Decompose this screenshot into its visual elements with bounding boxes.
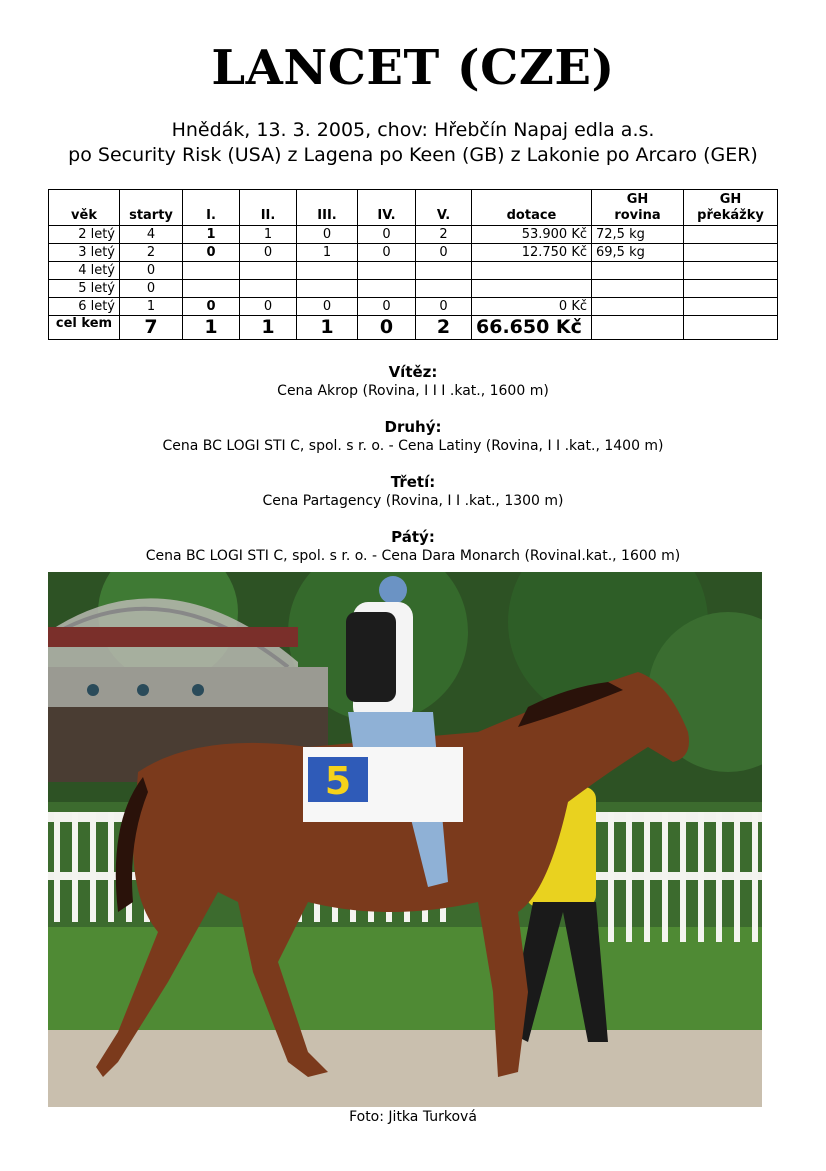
cell-total-prize-money: 66.650 Kč: [472, 316, 592, 340]
horse-name-title: LANCET (CZE): [211, 40, 615, 96]
cell-fourth: 0: [358, 244, 416, 262]
result-race: Cena BC LOGI STI C, spol. s r. o. - Cena Latiny (Rovina, I I .kat., 1400 m): [162, 438, 664, 454]
result-heading: Druhý:: [384, 418, 442, 436]
cell-total-gh-flat: [592, 316, 684, 340]
cell-prize-money: 53.900 Kč: [472, 226, 592, 244]
col-header-starts: starty: [120, 190, 183, 226]
result-block-winner: [0, 362, 826, 401]
table-row: [49, 280, 778, 298]
cell-fifth: 0: [416, 244, 472, 262]
cell-second: 0: [240, 244, 297, 262]
cell-gh-jumps: [684, 226, 778, 244]
cell-first: 0: [183, 298, 240, 316]
horse-photo: [48, 572, 762, 1107]
cell-second: [240, 262, 297, 280]
cell-prize-money: [472, 262, 592, 280]
cell-second: [240, 280, 297, 298]
cell-age: 2 letý: [49, 226, 120, 244]
table-row: [49, 262, 778, 280]
table-row: [49, 244, 778, 262]
cell-gh-flat: 69,5 kg: [592, 244, 684, 262]
result-heading: Pátý:: [391, 528, 435, 546]
cell-total-third: 1: [297, 316, 358, 340]
cell-third: 0: [297, 226, 358, 244]
col-header-gh-jumps-line2: překážky: [697, 208, 764, 223]
cell-first: 0: [183, 244, 240, 262]
cell-gh-jumps: [684, 244, 778, 262]
col-header-first: I.: [183, 190, 240, 226]
cell-fourth: [358, 280, 416, 298]
result-block-second: [0, 417, 826, 456]
cell-fifth: [416, 280, 472, 298]
cell-gh-jumps: [684, 298, 778, 316]
cell-third: [297, 262, 358, 280]
cell-prize-money: [472, 280, 592, 298]
result-block-third: [0, 472, 826, 511]
result-heading: Vítěz:: [388, 363, 438, 381]
cell-gh-flat: [592, 298, 684, 316]
cell-gh-jumps: [684, 262, 778, 280]
col-header-gh-flat: [592, 190, 684, 226]
cell-second: 1: [240, 226, 297, 244]
cell-prize-money: 12.750 Kč: [472, 244, 592, 262]
result-race: Cena Akrop (Rovina, I I I .kat., 1600 m): [277, 383, 549, 399]
cell-third: 0: [297, 298, 358, 316]
col-header-gh-jumps: [684, 190, 778, 226]
saddle-cloth-number: 5: [324, 759, 352, 803]
col-header-second: II.: [240, 190, 297, 226]
col-header-third: III.: [297, 190, 358, 226]
cell-starts: 0: [120, 280, 183, 298]
cell-first: [183, 280, 240, 298]
cell-fourth: [358, 262, 416, 280]
cell-total-fifth: 2: [416, 316, 472, 340]
col-header-fourth: IV.: [358, 190, 416, 226]
cell-starts: 1: [120, 298, 183, 316]
cell-first: 1: [183, 226, 240, 244]
cell-third: 1: [297, 244, 358, 262]
col-header-gh-flat-line2: rovina: [614, 208, 661, 223]
cell-gh-flat: 72,5 kg: [592, 226, 684, 244]
col-header-prize-money: dotace: [472, 190, 592, 226]
cell-age: 6 letý: [49, 298, 120, 316]
horse-details-line: Hnědák, 13. 3. 2005, chov: Hřebčín Napaj edla a.s.: [171, 119, 655, 141]
cell-total-first: 1: [183, 316, 240, 340]
cell-age: 4 letý: [49, 262, 120, 280]
cell-starts: 2: [120, 244, 183, 262]
pedigree-line: po Security Risk (USA) z Lagena po Keen (GB) z Lakonie po Arcaro (GER): [68, 144, 758, 166]
cell-age: 5 letý: [49, 280, 120, 298]
cell-total-second: 1: [240, 316, 297, 340]
cell-total-gh-jumps: [684, 316, 778, 340]
race-statistics-table: [48, 189, 778, 340]
photo-credit: Foto: Jitka Turková: [349, 1109, 477, 1125]
result-heading: Třetí:: [390, 473, 436, 491]
col-header-age: věk: [49, 190, 120, 226]
table-row: [49, 298, 778, 316]
table-total-row: [49, 316, 778, 340]
cell-gh-flat: [592, 280, 684, 298]
cell-starts: 0: [120, 262, 183, 280]
cell-total-fourth: 0: [358, 316, 416, 340]
cell-total-starts: 7: [120, 316, 183, 340]
cell-prize-money: 0 Kč: [472, 298, 592, 316]
result-race: Cena BC LOGI STI C, spol. s r. o. - Cena Dara Monarch (RovinaI.kat., 1600 m): [145, 548, 681, 564]
cell-total-label: cel kem: [49, 316, 120, 340]
col-header-gh-jumps-line1: GH: [719, 192, 742, 207]
col-header-gh-flat-line1: GH: [626, 192, 649, 207]
col-header-fifth: V.: [416, 190, 472, 226]
result-block-fifth: [0, 527, 826, 566]
cell-fourth: 0: [358, 226, 416, 244]
cell-second: 0: [240, 298, 297, 316]
result-race: Cena Partagency (Rovina, I I .kat., 1300 m): [262, 493, 564, 509]
cell-fifth: [416, 262, 472, 280]
cell-fifth: 0: [416, 298, 472, 316]
cell-gh-flat: [592, 262, 684, 280]
cell-starts: 4: [120, 226, 183, 244]
cell-third: [297, 280, 358, 298]
cell-first: [183, 262, 240, 280]
cell-fourth: 0: [358, 298, 416, 316]
table-row: [49, 226, 778, 244]
cell-age: 3 letý: [49, 244, 120, 262]
cell-fifth: 2: [416, 226, 472, 244]
cell-gh-jumps: [684, 280, 778, 298]
table-header-row: [49, 190, 778, 226]
